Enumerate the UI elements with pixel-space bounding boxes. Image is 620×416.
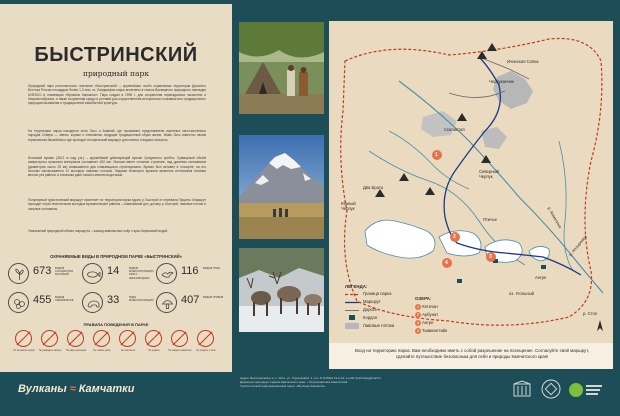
description-paragraph-2: На территории парка находятся села Эссо и Анавгай, где проживают представители коренных малочисленных народов Севера — эвены, коряки и ительмены, ведущие традиционный образ жизни. Живя Эссо известно своим термальным бассейном и где проходит исторический маршрут для конных и водных прогулок. xyxy=(28,129,206,142)
footer-line: Адрес: Быстринский р-н, с. Эссо, ул. Терешковой, 1; тел. 8 (41542) 21-2-91; e-mail: bystrinsky@mail.ru xyxy=(240,376,382,380)
species-label: ВИДОВ ЛИШАЙНИКОВ xyxy=(55,296,74,303)
rule-item xyxy=(142,330,166,366)
prohibition-icon xyxy=(15,330,32,347)
rule-text: Не оставлять мусор xyxy=(13,350,35,352)
species-item xyxy=(8,263,78,285)
cordon-icon xyxy=(349,315,355,320)
description-paragraph-3: Ичинский вулкан (3621 м над у.м.) – крупнейший действующий вулкан Срединного хребта. Суммарный объём извергнутого вулканом материала составляет 450 км³. Массив имеет сложное строение: над древним основанием (диаметром около 25 км) возвышается два сливающихся стратовулкана. Вулкан был активен в голоцене; на его склонах насчитывается 12 молодых лавовых потоков. Ледники Ичинского вулкана являются источником питания многих рек района, а снежники дают начало многим водотокам. xyxy=(28,156,206,178)
photo-traditional-dwelling xyxy=(239,22,324,114)
place-label: Скалистая xyxy=(444,127,465,132)
photo-reindeer xyxy=(239,248,324,332)
river-label: р. Стол xyxy=(583,311,598,316)
lake-legend-item: 2 Арбунат xyxy=(416,312,439,318)
species-count: 33 xyxy=(107,294,120,306)
lichen-icon xyxy=(8,292,29,313)
rule-text: Не кормить животных xyxy=(168,350,192,352)
lake-marker: 4 xyxy=(445,260,448,266)
place-label: Два Брата xyxy=(363,185,384,190)
bear-icon xyxy=(82,292,103,313)
species-count: 407 xyxy=(181,294,200,306)
info-panel xyxy=(0,0,232,416)
place-label: Южный Черпук xyxy=(341,201,356,211)
rule-text: Не ловить рыбу xyxy=(93,350,111,352)
lake-marker: 1 xyxy=(435,152,438,158)
bird-icon xyxy=(156,263,177,284)
place-label: Ангре xyxy=(535,275,547,280)
top-strip xyxy=(0,0,232,4)
river-label: р. Кимитина xyxy=(546,206,563,229)
species-label: ВИДОВ ГРИБОВ xyxy=(203,296,224,299)
legend-item: Маршрут xyxy=(363,299,381,304)
rule-text: Не сходить с троп xyxy=(196,350,216,352)
prohibition-icon xyxy=(67,330,84,347)
prohibition-icon xyxy=(41,330,58,347)
lake-legend-item: 3 Ангре xyxy=(416,320,434,326)
park-title: БЫСТРИНСКИЙ xyxy=(34,44,198,66)
route-icon xyxy=(345,300,359,305)
species-count: 673 xyxy=(33,265,52,277)
rule-item xyxy=(12,330,36,366)
prohibition-icon xyxy=(197,330,214,347)
legend-item: Лавовые потоки xyxy=(363,323,395,328)
rule-text: Не шуметь xyxy=(148,350,160,352)
rule-item xyxy=(64,330,88,366)
legend-item: Кордон xyxy=(363,315,378,320)
boundary-icon xyxy=(345,292,359,297)
legend-item: Дорога xyxy=(363,307,377,312)
species-label: ВИДОВ СОСУДИСТЫХ РАСТЕНИЙ xyxy=(55,267,74,277)
species-count: 116 xyxy=(181,265,199,277)
rule-text: Не разводить костры xyxy=(38,350,62,352)
species-label: ВИДА МЛЕКОПИТАЮЩИХ xyxy=(129,296,154,303)
rule-item xyxy=(194,330,218,366)
rule-item xyxy=(38,330,62,366)
species-item xyxy=(156,263,226,285)
species-label: ВИДОВ ПТИЦ xyxy=(203,267,221,270)
photo-ichinsky-volcano xyxy=(239,135,324,239)
mushroom-icon xyxy=(156,292,177,313)
lake-marker: 2 xyxy=(453,234,456,240)
description-paragraph-1: Природный парк регионального значения «Быстринский» – крупнейшая особо охраняемая территория Дальнего Востока России площадью более 1,3 млн. га. Ландшафты парка включены в список Всемирного природного наследия UNESCO в номинации «Вулканы Камчатки». Парк создан в 1995 г. для сохранения первозданных экосистем и биоразнообразия, а также сохранения среды и условий для осуществления исторически сложившегося традиционного природопользования и традиционной самобытной культуры. xyxy=(28,84,206,106)
fish-icon xyxy=(82,263,103,284)
lakes-title: ОЗЕРА: xyxy=(415,296,432,301)
notice-text: Вход на территорию парка. Вам необходимо иметь с собой разрешение на посещение. Согласуйте свой маршрут, сделайте путешествие безопасным для себя и природы Камчатского края! xyxy=(355,348,589,359)
lake-marker: 3 xyxy=(489,254,492,260)
species-item xyxy=(82,292,152,314)
road-icon xyxy=(345,308,359,313)
place-label: Птичье xyxy=(483,217,497,222)
species-count: 14 xyxy=(107,265,120,277)
species-item xyxy=(8,292,78,314)
place-label: Ичинская Сопка xyxy=(507,59,539,64)
species-count: 455 xyxy=(33,294,52,306)
species-item xyxy=(156,292,226,314)
rules-row xyxy=(12,330,222,368)
heritage-icon xyxy=(540,378,562,400)
prohibition-icon xyxy=(145,330,162,347)
legend-title: ЛЕГЕНДА: xyxy=(345,284,368,289)
species-item xyxy=(82,263,152,285)
rule-item xyxy=(116,330,140,366)
lake-legend-item: 1 Кетачан xyxy=(416,304,438,310)
description-paragraph-5: Уникальный природный объект маршрута – каскад живописных озёр с ярко-бирюзовой водой. xyxy=(28,229,169,233)
plant-icon xyxy=(8,263,29,284)
species-grid xyxy=(8,263,226,319)
rule-text: Не рвать растения xyxy=(66,350,86,352)
rule-item xyxy=(168,330,192,366)
map-legend xyxy=(345,284,465,336)
footer-contacts xyxy=(240,376,510,388)
compass-icon xyxy=(593,319,607,333)
species-label: ВИДОВ МЛЕКОПИТАЮЩИХ РЫБ И ЗЕМНОВОДНЫХ xyxy=(129,267,154,280)
partner-logo-icon xyxy=(568,379,604,401)
wave-icon: ≈ xyxy=(69,383,76,395)
unesco-icon xyxy=(512,380,532,400)
logo-word-1: Вулканы xyxy=(18,383,67,395)
species-title: ОХРАНЯЕМЫЕ ВИДЫ В ПРИРОДНОМ ПАРКЕ «БЫСТРИНСКИЙ» xyxy=(50,254,182,259)
legend-item: Граница парка xyxy=(363,291,392,296)
rule-item xyxy=(90,330,114,366)
lava-icon xyxy=(345,323,359,329)
place-label: Черпуканчик xyxy=(489,79,514,84)
prohibition-icon xyxy=(93,330,110,347)
prohibition-icon xyxy=(171,330,188,347)
footer-line: Дирекция природных парков Камчатского края, г. Петропавловск-Камчатский xyxy=(240,380,348,384)
logo-word-2: Камчатки xyxy=(78,383,135,395)
prohibition-icon xyxy=(119,330,136,347)
brand-logo xyxy=(18,383,134,395)
place-label: Северный Черпук xyxy=(479,169,499,179)
park-subtitle: природный парк xyxy=(82,69,150,78)
river-label: р. Козыревка xyxy=(567,234,588,257)
description-paragraph-4: Популярный туристический маршрут пролегает по территории парка вдоль р. Быстрой от перевала Пущино. Маршрут проходит через геологически молодые вулканические районы – Анавгайский дол, долину р. Быстрой, лавовые потоки и озерные котловины. xyxy=(28,198,206,211)
notice-band xyxy=(329,343,613,369)
lake-label: оз. Угольный xyxy=(509,291,534,296)
rule-text: Не охотиться xyxy=(120,350,136,352)
footer-line: Туристический информационный центр «Вулканы Камчатки» xyxy=(240,384,326,388)
rules-title: ПРАВИЛА ПОВЕДЕНИЯ В ПАРКЕ xyxy=(83,322,149,327)
lake-legend-item: 4 Тымкингтайн xyxy=(416,328,448,334)
